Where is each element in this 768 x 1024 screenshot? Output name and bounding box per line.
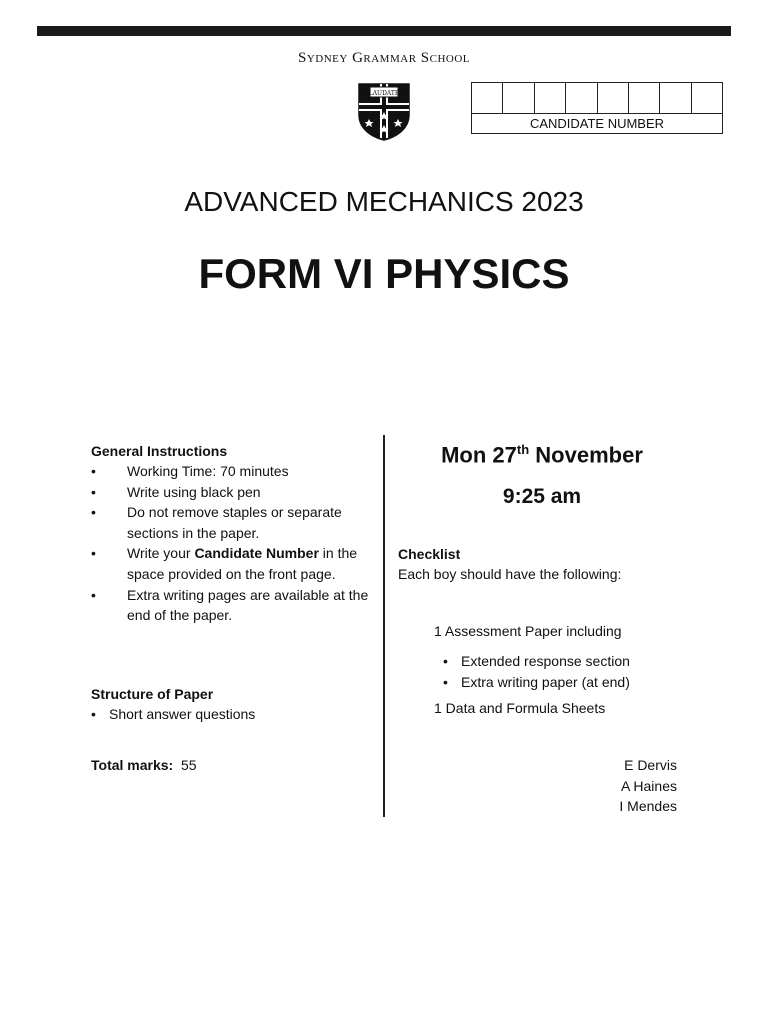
structure-item: • Short answer questions <box>91 706 256 722</box>
exam-date: Mon 27th November <box>441 442 643 468</box>
author-name: A Haines <box>620 777 677 794</box>
checklist-sub-item: • Extra writing paper (at end) <box>443 674 630 690</box>
checklist-sub-items <box>443 651 630 693</box>
candidate-number-label: CANDIDATE NUMBER <box>529 116 665 131</box>
column-divider <box>383 435 385 817</box>
candidate-number-cell[interactable] <box>598 83 629 113</box>
instruction-item: • Do not remove staples or separate sections in the paper. <box>91 504 342 541</box>
general-instructions-heading: General Instructions <box>91 443 228 459</box>
instruction-item: • Working Time: 70 minutes <box>91 463 289 479</box>
candidate-number-cells[interactable] <box>472 83 722 114</box>
structure-heading: Structure of Paper <box>91 686 214 702</box>
instruction-item: • Write using black pen <box>91 483 261 500</box>
authors <box>619 755 677 817</box>
candidate-number-box[interactable] <box>471 82 723 134</box>
structure-of-paper <box>91 684 371 725</box>
candidate-number-cell[interactable] <box>566 83 597 113</box>
instruction-list <box>91 461 371 626</box>
candidate-number-cell[interactable] <box>503 83 534 113</box>
checklist-intro: Each boy should have the following: <box>398 566 622 582</box>
candidate-number-cell[interactable] <box>629 83 660 113</box>
checklist-sub-item: • Extended response section <box>443 653 630 669</box>
instruction-item: • Extra writing pages are available at the end of the paper. <box>91 586 369 624</box>
top-rule <box>37 26 731 36</box>
total-marks-value: 55 <box>181 757 197 773</box>
checklist-item: 1 Data and Formula Sheets <box>434 700 606 716</box>
svg-text:LAUDATE: LAUDATE <box>368 90 400 97</box>
candidate-number-cell[interactable] <box>660 83 691 113</box>
main-title: FORM VI PHYSICS <box>198 250 570 297</box>
total-marks-label: Total marks: <box>91 757 174 773</box>
candidate-number-cell[interactable] <box>472 83 503 113</box>
candidate-number-cell[interactable] <box>692 83 722 113</box>
candidate-number-cell[interactable] <box>535 83 566 113</box>
checklist-heading: Checklist <box>398 546 461 562</box>
exam-time: 9:25 am <box>502 485 582 508</box>
instruction-item: • Write your Candidate Number in the space provided on the front page. <box>91 545 358 582</box>
checklist <box>398 544 621 585</box>
school-crest-icon <box>356 81 412 141</box>
school-name: Sydney Grammar School <box>297 50 471 66</box>
exam-title: ADVANCED MECHANICS 2023 <box>184 186 584 217</box>
checklist-item: 1 Assessment Paper including <box>434 623 622 639</box>
author-name: I Mendes <box>619 798 677 814</box>
general-instructions <box>91 441 371 626</box>
total-marks <box>91 755 197 775</box>
author-name: E Dervis <box>624 757 677 773</box>
